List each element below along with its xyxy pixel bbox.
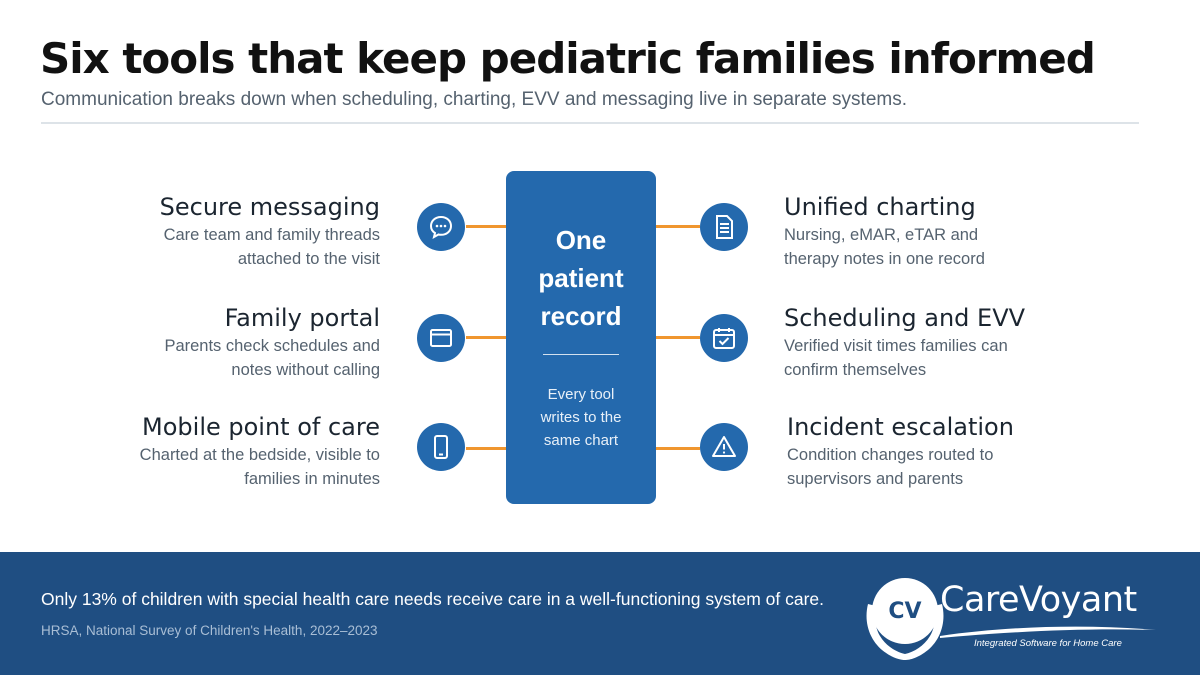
header-divider: [41, 122, 1139, 124]
connector-family-portal: [466, 336, 506, 339]
footer-stat: Only 13% of children with special health care needs receive care in a well-functioning system of care.: [41, 589, 825, 609]
tool-desc-secure-messaging: Care team and family threads attached to the visit: [163, 226, 380, 268]
tool-desc-scheduling-evv: Verified visit times families can confirm themselves: [784, 337, 1008, 379]
calendar-check-icon: [700, 314, 748, 362]
hub-note: Every tool writes to the same chart: [540, 386, 622, 449]
connector-scheduling-evv: [656, 336, 700, 339]
document-icon: [700, 203, 748, 251]
smartphone-icon: [417, 423, 465, 471]
tool-title-incident-escalation: Incident escalation: [787, 413, 1014, 441]
tool-title-scheduling-evv: Scheduling and EVV: [784, 304, 1026, 332]
chat-bubble-icon: [417, 203, 465, 251]
browser-window-icon: [417, 314, 465, 362]
logo-name: CareVoyant: [940, 580, 1137, 620]
swoosh-icon: [938, 620, 1158, 640]
connector-mobile-point-of-care: [466, 447, 506, 450]
tool-desc-unified-charting: Nursing, eMAR, eTAR and therapy notes in one record: [784, 226, 985, 268]
tool-title-mobile-point-of-care: Mobile point of care: [142, 413, 380, 441]
warning-triangle-icon: [700, 423, 748, 471]
connector-secure-messaging: [466, 225, 506, 228]
tool-desc-family-portal: Parents check schedules and notes without calling: [164, 337, 380, 379]
tool-title-secure-messaging: Secure messaging: [159, 193, 380, 221]
logo-tagline: Integrated Software for Home Care: [974, 638, 1122, 649]
hub-title: One patient record: [538, 225, 624, 331]
tool-desc-incident-escalation: Condition changes routed to supervisors and parents: [787, 446, 994, 488]
patient-record-hub: [506, 171, 656, 504]
logo-mark: CV: [872, 578, 938, 644]
page-title: Six tools that keep pediatric families informed: [40, 34, 1095, 83]
tool-desc-mobile-point-of-care: Charted at the bedside, visible to families in minutes: [139, 446, 380, 488]
footer-banner: [0, 552, 1200, 675]
tool-title-family-portal: Family portal: [224, 304, 380, 332]
hub-divider: [543, 354, 619, 355]
connector-incident-escalation: [656, 447, 700, 450]
footer-source: HRSA, National Survey of Children's Health, 2022–2023: [41, 623, 378, 638]
carevoyant-logo: [860, 572, 1170, 672]
page-subtitle: Communication breaks down when scheduling, charting, EVV and messaging live in separate systems.: [41, 89, 908, 110]
tool-title-unified-charting: Unified charting: [784, 193, 976, 221]
connector-unified-charting: [656, 225, 700, 228]
